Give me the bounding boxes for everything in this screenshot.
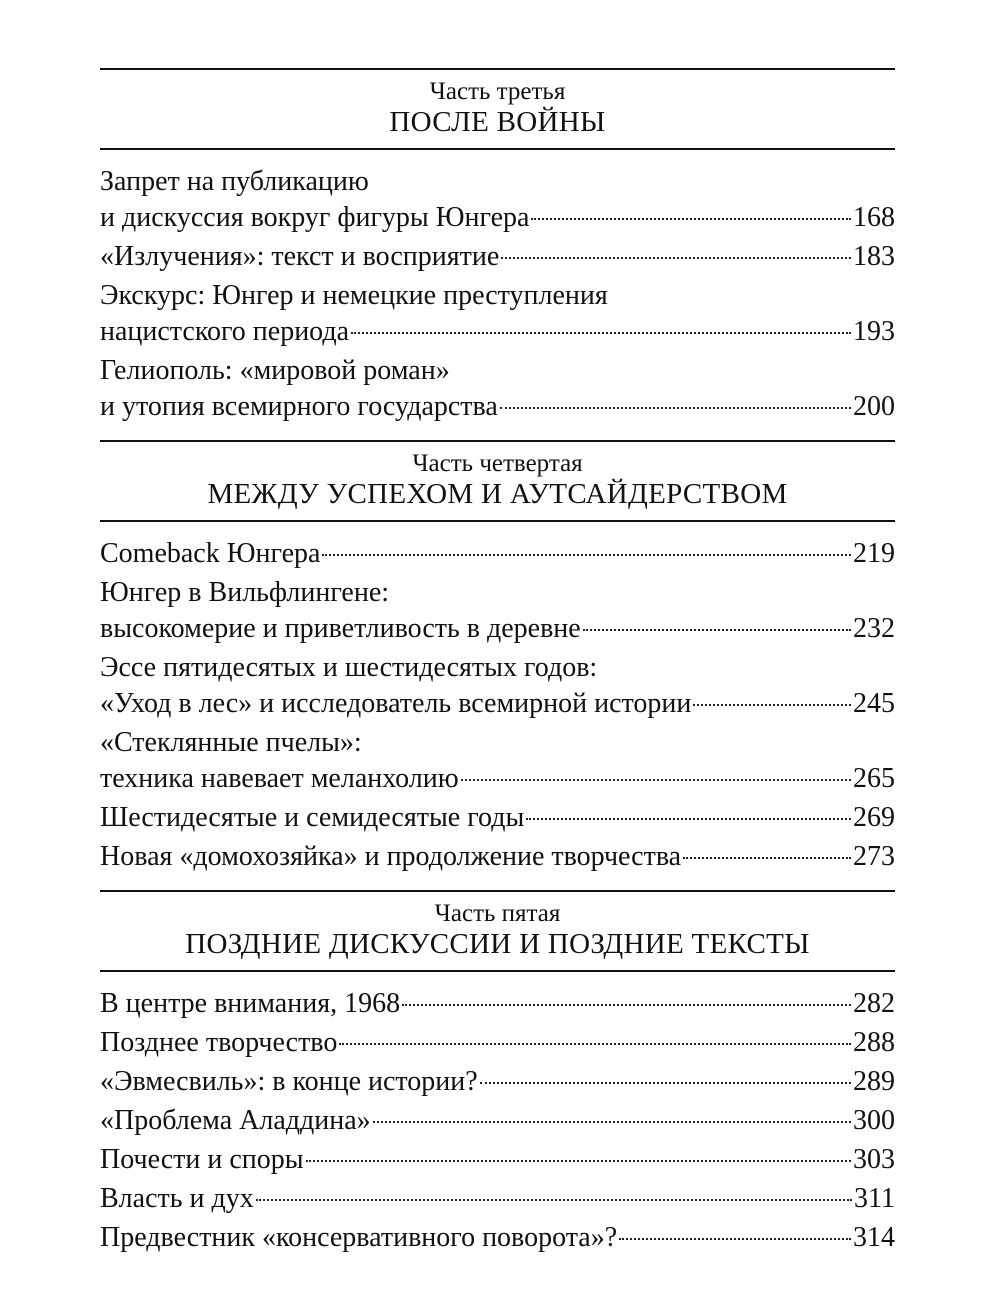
entry-title: В центре внимания, 1968 [100, 988, 401, 1019]
toc-entry[interactable] [100, 278, 895, 350]
page-number: 311 [854, 1183, 895, 1214]
part-label: Часть четвертая [412, 450, 583, 477]
toc-entry[interactable] [100, 1025, 895, 1061]
toc-entry[interactable] [100, 1064, 895, 1100]
dot-leader [256, 1199, 852, 1201]
entry-title: Позднее творчество [100, 1027, 338, 1058]
toc-entry[interactable] [100, 725, 895, 797]
entry-title: «Уход в лес» и исследователь всемирной истории [100, 688, 692, 719]
dot-leader [322, 554, 851, 556]
table-of-contents [100, 68, 895, 1271]
toc-entry[interactable] [100, 839, 895, 875]
toc-entry[interactable] [100, 1142, 895, 1178]
page-number: 183 [853, 241, 895, 272]
page-number: 219 [853, 538, 895, 569]
entry-title: «Проблема Аладдина» [100, 1105, 371, 1136]
dot-leader [480, 1082, 851, 1084]
entry-title: Шестидесятые и семидесятые годы [100, 802, 525, 833]
entry-title: Предвестник «консервативного поворота»? [100, 1222, 618, 1253]
dot-leader [683, 857, 851, 859]
page-number: 282 [853, 988, 895, 1019]
dot-leader [461, 779, 851, 781]
toc-entry[interactable] [100, 353, 895, 425]
part-title: ПОСЛЕ ВОЙНЫ [389, 106, 606, 138]
page-number: 289 [853, 1066, 895, 1097]
page-number: 314 [853, 1222, 895, 1253]
toc-entry[interactable] [100, 575, 895, 647]
dot-leader [373, 1121, 851, 1123]
dot-leader [526, 818, 851, 820]
entry-title: и дискуссия вокруг фигуры Юнгера [100, 202, 530, 233]
dot-leader [531, 218, 851, 220]
part-title: МЕЖДУ УСПЕХОМ И АУТСАЙДЕРСТВОМ [207, 478, 788, 510]
entry-title: Почести и споры [100, 1144, 304, 1175]
page-number: 232 [853, 613, 895, 644]
page-number: 265 [853, 763, 895, 794]
page-number: 288 [853, 1027, 895, 1058]
entry-list [100, 522, 895, 890]
toc-entry[interactable] [100, 986, 895, 1022]
toc-entry[interactable] [100, 650, 895, 722]
part-label: Часть пятая [434, 900, 561, 927]
entry-list [100, 972, 895, 1271]
part-heading [100, 70, 895, 148]
entry-title: Власть и дух [100, 1183, 254, 1214]
page-number: 245 [853, 688, 895, 719]
toc-entry[interactable] [100, 800, 895, 836]
dot-leader [619, 1238, 851, 1240]
page-number: 269 [853, 802, 895, 833]
entry-title-line-1: Экскурс: Юнгер и немецкие преступления [100, 280, 608, 311]
entry-title-line-1: Эссе пятидесятых и шестидесятых годов: [100, 652, 598, 683]
toc-entry[interactable] [100, 239, 895, 275]
entry-title: «Излучения»: текст и восприятие [100, 241, 500, 272]
toc-entry[interactable] [100, 1181, 895, 1217]
dot-leader [351, 332, 851, 334]
page-number: 273 [853, 841, 895, 872]
part-label: Часть третья [429, 78, 566, 105]
page-number: 300 [853, 1105, 895, 1136]
toc-entry[interactable] [100, 1103, 895, 1139]
dot-leader [339, 1043, 851, 1045]
entry-title-line-1: «Стеклянные пчелы»: [100, 727, 362, 758]
entry-title: Comeback Юнгера [100, 538, 321, 569]
entry-title: техника навевает меланхолию [100, 763, 459, 794]
entry-title-line-1: Юнгер в Вильфлингене: [100, 577, 390, 608]
part-heading [100, 892, 895, 970]
toc-entry[interactable] [100, 1220, 895, 1256]
part-heading [100, 442, 895, 520]
entry-title-line-1: Гелиополь: «мировой роман» [100, 355, 450, 386]
dot-leader [402, 1004, 851, 1006]
page-number: 193 [853, 316, 895, 347]
part-title: ПОЗДНИЕ ДИСКУССИИ И ПОЗДНИЕ ТЕКСТЫ [185, 928, 810, 960]
entry-title: высокомерие и приветливость в деревне [100, 613, 581, 644]
page-number: 168 [853, 202, 895, 233]
entry-title-line-1: Запрет на публикацию [100, 166, 369, 197]
entry-list [100, 150, 895, 440]
part-four [100, 440, 895, 890]
entry-title: и утопия всемирного государства [100, 391, 498, 422]
entry-title: Новая «домохозяйка» и продолжение творчества [100, 841, 682, 872]
page-number: 200 [853, 391, 895, 422]
dot-leader [583, 629, 851, 631]
dot-leader [693, 704, 851, 706]
dot-leader [306, 1160, 851, 1162]
part-three [100, 68, 895, 440]
toc-entry[interactable] [100, 164, 895, 236]
dot-leader [501, 257, 851, 259]
entry-title: «Эвмесвиль»: в конце истории? [100, 1066, 478, 1097]
toc-entry[interactable] [100, 536, 895, 572]
part-five [100, 890, 895, 1271]
entry-title: нацистского периода [100, 316, 350, 347]
dot-leader [500, 407, 851, 409]
page-number: 303 [853, 1144, 895, 1175]
